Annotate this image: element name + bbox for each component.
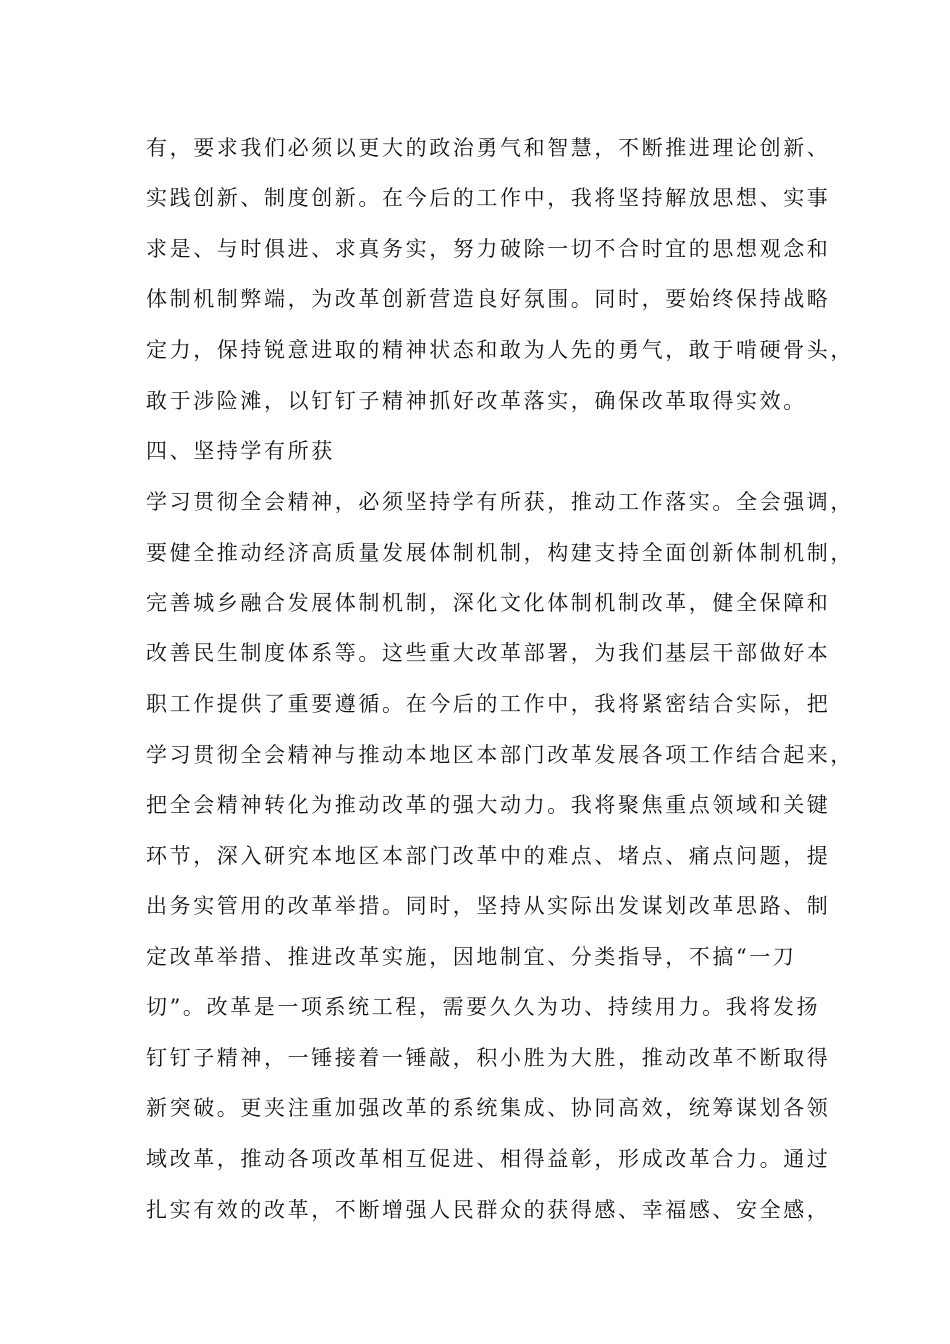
text-line: 扎实有效的改革，不断增强人民群众的获得感、幸福感、安全感， (146, 1198, 831, 1222)
text-line: 体制机制弊端，为改革创新营造良好氛围。同时，要始终保持战略 (146, 287, 831, 311)
text-line: 求是、与时俱进、求真务实，努力破除一切不合时宜的思想观念和 (146, 237, 831, 261)
text-line: 钉钉子精神，一锤接着一锤敲，积小胜为大胜，推动改革不断取得 (146, 1046, 831, 1070)
text-line: 学习贯彻全会精神与推动本地区本部门改革发展各项工作结合起来， (146, 743, 854, 767)
text-line: 定力，保持锐意进取的精神状态和敢为人先的勇气，敢于啃硬骨头， (146, 338, 854, 362)
text-line: 把全会精神转化为推动改革的强大动力。我将聚焦重点领域和关键 (146, 793, 831, 817)
text-line: 环节，深入研究本地区本部门改革中的难点、堵点、痛点问题，提 (146, 844, 831, 868)
text-line: 敢于涉险滩，以钉钉子精神抓好改革落实，确保改革取得实效。 (146, 389, 807, 413)
text-line: 定改革举措、推进改革实施，因地制宜、分类指导，不搞“一刀 (146, 945, 797, 969)
text-line: 职工作提供了重要遵循。在今后的工作中，我将紧密结合实际，把 (146, 692, 831, 716)
section-heading: 四、坚持学有所获 (146, 439, 335, 463)
text-line: 要健全推动经济高质量发展体制机制，构建支持全面创新体制机制， (146, 541, 854, 565)
text-line: 学习贯彻全会精神，必须坚持学有所获，推动工作落实。全会强调， (146, 490, 854, 514)
text-line: 切”。改革是一项系统工程，需要久久为功、持续用力。我将发扬 (146, 995, 821, 1019)
text-line: 出务实管用的改革举措。同时，坚持从实际出发谋划改革思路、制 (146, 894, 831, 918)
text-line: 完善城乡融合发展体制机制，深化文化体制机制改革，健全保障和 (146, 591, 831, 615)
text-line: 改善民生制度体系等。这些重大改革部署，为我们基层干部做好本 (146, 641, 831, 665)
text-line: 有，要求我们必须以更大的政治勇气和智慧，不断推进理论创新、 (146, 136, 831, 160)
text-line: 新突破。更夹注重加强改革的系统集成、协同高效，统筹谋划各领 (146, 1096, 831, 1120)
text-line: 实践创新、制度创新。在今后的工作中，我将坚持解放思想、实事 (146, 186, 831, 210)
text-line: 域改革，推动各项改革相互促进、相得益彰，形成改革合力。通过 (146, 1147, 831, 1171)
